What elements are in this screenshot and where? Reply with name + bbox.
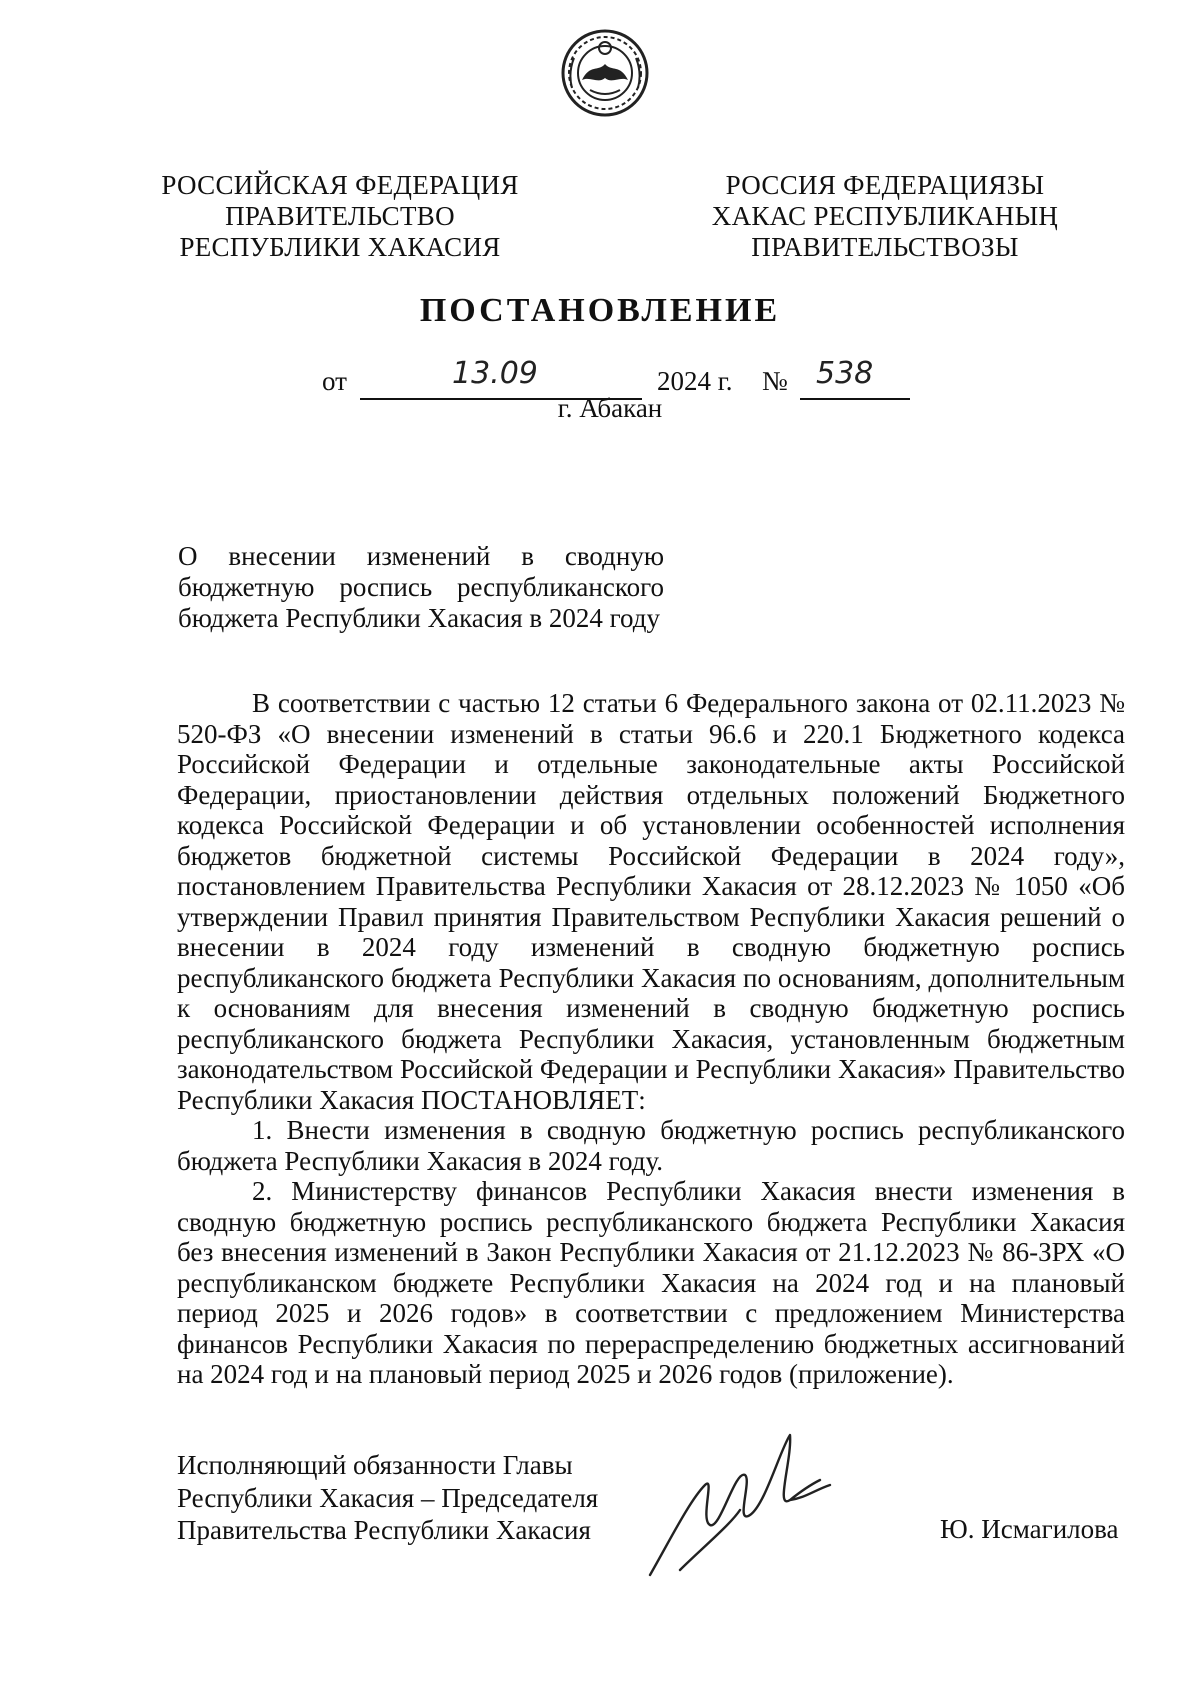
header-right-line: ХАКАС РЕСПУБЛИКАНЫҢ xyxy=(711,201,1059,231)
coat-of-arms-icon xyxy=(560,28,650,118)
document-type-title: ПОСТАНОВЛЕНИЕ xyxy=(419,292,781,329)
city-label: г. Абакан xyxy=(557,393,663,423)
header-left-line: РОССИЙСКАЯ ФЕДЕРАЦИЯ xyxy=(161,170,519,200)
date-prefix: от xyxy=(322,366,347,396)
signatory-title-line: Правительства Республики Хакасия xyxy=(177,1515,591,1545)
body-paragraph: В соответствии с частью 12 статьи 6 Федерального закона от 02.11.2023 № 520-ФЗ «О внесении изменений в статьи 96.6 и 220.1 Бюджетного кодекса Российской Федерации и отдельные законодательные акты Российской Федерации, приостановлении действия отдельных положений Бюджетного кодекса Российской Федерации и об установлении особенностей исполнения бюджетов бюджетной системы Российской Федерации в 2024 году», постановлением Правительства Республики Хакасия от 28.12.2023 № 1050 «Об утверждении Правил принятия Правительством Республики Хакасия решений о внесении в 2024 году изменений в сводную бюджетную роспись республиканского бюджета Республики Хакасия по основаниям, дополнительным к основаниям для внесения изменений в сводную бюджетную роспись республиканского бюджета Республики Хакасия, установленным бюджетным законодательством Российской Федерации и Республики Хакасия» Правительство Республики Хакасия ПОСТАНОВЛЯЕТ: xyxy=(177,688,1125,1115)
signatory-title-line: Республики Хакасия – Председателя xyxy=(177,1482,599,1513)
handwritten-date: 13.09 xyxy=(452,356,538,391)
body-paragraph: 1. Внести изменения в сводную бюджетную роспись республиканского бюджета Республики Хакасия в 2024 году. xyxy=(177,1115,1125,1176)
handwritten-signature xyxy=(640,1430,870,1580)
number-sign: № xyxy=(762,366,788,396)
header-left xyxy=(150,170,530,263)
signatory-title-line: Исполняющий обязанности Главы xyxy=(177,1450,573,1480)
header-right-line: РОССИЯ ФЕДЕРАЦИЯЗЫ xyxy=(725,170,1045,200)
handwritten-number: 538 xyxy=(816,356,874,391)
header-left-line: РЕСПУБЛИКИ ХАКАСИЯ xyxy=(179,232,501,262)
year-label: 2024 г. xyxy=(657,366,733,396)
document-subject: О внесении изменений в сводную бюджетную роспись республиканского бюджета Республики Хакасия в 2024 году xyxy=(178,541,664,633)
header-left-line: ПРАВИТЕЛЬСТВО xyxy=(225,201,455,231)
signatory-title xyxy=(177,1449,617,1547)
body-paragraph: 2. Министерству финансов Республики Хакасия внести изменения в сводную бюджетную роспись республиканского бюджета Республики Хакасия без внесения изменений в Закон Республики Хакасия от 21.12.2023 № 86-ЗРХ «О республиканском бюджете Республики Хакасия на 2024 год и на плановый период 2025 и 2026 годов» в соответствии с предложением Министерства финансов Республики Хакасия по перераспределению бюджетных ассигнований на 2024 год и на плановый период 2025 и 2026 годов (приложение). xyxy=(177,1176,1125,1389)
document-body xyxy=(177,688,1125,1390)
signatory-name: Ю. Исмагилова xyxy=(940,1514,1119,1544)
header-right-line: ПРАВИТЕЛЬСТВОЗЫ xyxy=(751,232,1019,262)
header-right xyxy=(700,170,1070,263)
